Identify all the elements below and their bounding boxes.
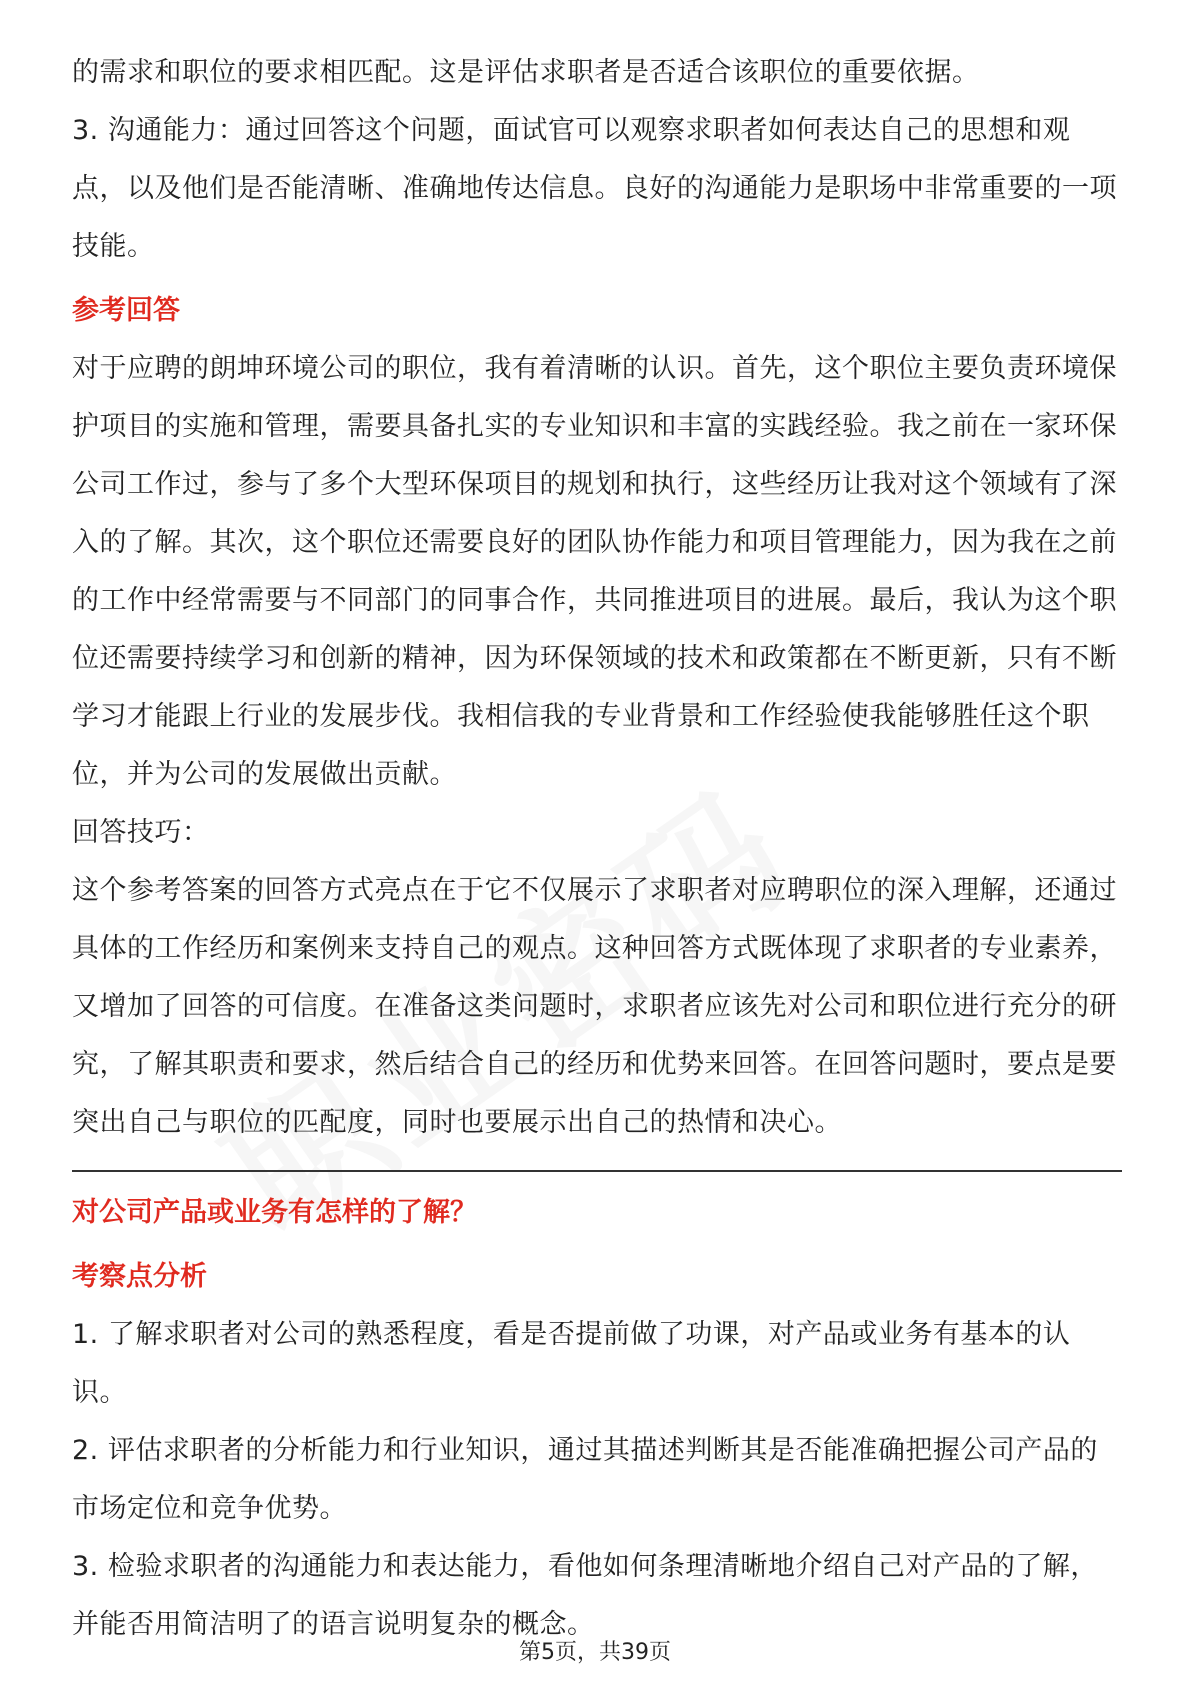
continuation-line: 的需求和职位的要求相匹配。这是评估求职者是否适合该职位的重要依据。: [72, 57, 980, 88]
question-point-3: 3. 检验求职者的沟通能力和表达能力，看他如何条理清晰地介绍自己对产品的了解，并能否用简洁明了的语言说明复杂的概念。: [72, 1551, 1098, 1640]
page-number: 第5页，共39页: [519, 1640, 671, 1665]
question-point-2: 2. 评估求职者的分析能力和行业知识，通过其描述判断其是否能准确把握公司产品的市场定位和竞争优势。: [72, 1435, 1098, 1524]
reference-answer: 对于应聘的朗坤环境公司的职位，我有着清晰的认识。首先，这个职位主要负责环境保护项目的实施和管理，需要具备扎实的专业知识和丰富的实践经验。我之前在一家环保公司工作过，参与了多个大型环保项目的规划和执行，这些经历让我对这个领域有了深入的了解。其次，这个职位还需要良好的团队协作能力和项目管理能力，因为我在之前的工作中经常需要与不同部门的同事合作，共同推进项目的进展。最后，我认为这个职位还需要持续学习和创新的精神，因为环保领域的技术和政策都在不断更新，只有不断学习才能跟上行业的发展步伐。我相信我的专业背景和工作经验使我能够胜任这个职位，并为公司的发展做出贡献。: [72, 353, 1117, 790]
section-divider: [72, 1170, 1122, 1172]
question-title: 对公司产品或业务有怎样的了解？: [72, 1197, 477, 1228]
reference-heading: 参考回答: [72, 295, 180, 326]
analysis-point-3: 3. 沟通能力：通过回答这个问题，面试官可以观察求职者如何表达自己的思想和观点，以及他们是否能清晰、准确地传达信息。良好的沟通能力是职场中非常重要的一项技能。: [72, 115, 1117, 262]
tips-label: 回答技巧：: [72, 817, 210, 848]
tips-body: 这个参考答案的回答方式亮点在于它不仅展示了求职者对应聘职位的深入理解，还通过具体的工作经历和案例来支持自己的观点。这种回答方式既体现了求职者的专业素养，又增加了回答的可信度。在准备这类问题时，求职者应该先对公司和职位进行充分的研究，了解其职责和要求，然后结合自己的经历和优势来回答。在回答问题时，要点是要突出自己与职位的匹配度，同时也要展示出自己的热情和决心。: [72, 875, 1117, 1138]
document-page: [72, 44, 1122, 1654]
analysis-heading: 考察点分析: [72, 1261, 207, 1292]
question-point-1: 1. 了解求职者对公司的熟悉程度，看是否提前做了功课，对产品或业务有基本的认识。: [72, 1319, 1071, 1408]
